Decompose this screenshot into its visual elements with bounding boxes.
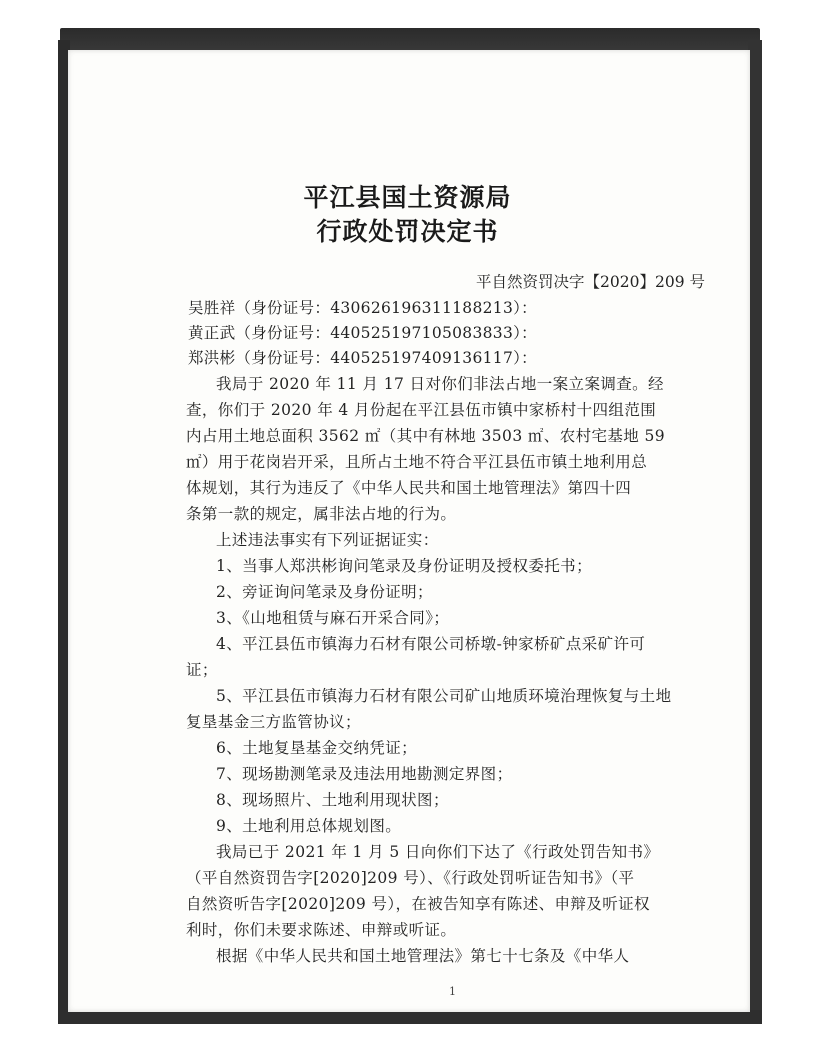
body-line: 体规划，其行为违反了《中华人民共和国土地管理法》第四十四 — [186, 479, 632, 497]
body-line: 利时，你们未要求陈述、申辩或听证。 — [186, 921, 457, 939]
evidence-item: 9、土地利用总体规划图。 — [216, 817, 402, 835]
party-line: 郑洪彬（身份证号：440525197409136117）： — [188, 349, 537, 367]
body-line: 自然资听告字[2020]209 号），在被告知享有陈述、申辩及听证权 — [186, 895, 650, 913]
evidence-item: 7、现场勘测笔录及违法用地勘测定界图； — [216, 765, 513, 783]
party-line: 吴胜祥（身份证号：430626196311188213）： — [188, 299, 537, 317]
body-line: 条第一款的规定，属非法占地的行为。 — [186, 505, 457, 523]
body-line: ㎡）用于花岗岩开采，且所占土地不符合平江县伍市镇土地利用总 — [186, 453, 648, 471]
party-line: 黄正武（身份证号：440525197105083833）： — [188, 324, 537, 342]
evidence-item: 6、土地复垦基金交纳凭证； — [216, 739, 418, 757]
evidence-item: 5、平江县伍市镇海力石材有限公司矿山地质环境治理恢复与土地 — [216, 687, 672, 705]
evidence-item-cont: 证； — [186, 661, 218, 679]
evidence-item: 4、平江县伍市镇海力石材有限公司桥墩-钟家桥矿点采矿许可 — [216, 635, 646, 653]
scanner-edge-bottom — [58, 1010, 762, 1024]
document-title-line1: 平江县国土资源局 — [303, 183, 512, 212]
body-line: 我局已于 2021 年 1 月 5 日向你们下达了《行政处罚告知书》 — [216, 843, 660, 861]
evidence-item-cont: 复垦基金三方监管协议； — [186, 713, 361, 731]
body-line: 查，你们于 2020 年 4 月份起在平江县伍市镇中家桥村十四组范围 — [186, 401, 657, 419]
body-line: 上述违法事实有下列证据证实： — [216, 531, 439, 549]
body-line: 我局于 2020 年 11 月 17 日对你们非法占地一案立案调查。经 — [216, 375, 664, 393]
body-line: 根据《中华人民共和国土地管理法》第七十七条及《中华人 — [216, 947, 630, 965]
evidence-item: 2、旁证询问笔录及身份证明； — [216, 583, 433, 601]
evidence-item: 8、现场照片、土地利用现状图； — [216, 791, 449, 809]
evidence-item: 3、《山地租赁与麻石开采合同》； — [216, 609, 450, 627]
page-number: 1 — [449, 985, 456, 998]
body-line: （平自然资罚告字[2020]209 号）、《行政处罚听证告知书》（平 — [186, 869, 635, 887]
document-number: 平自然资罚决字【2020】209 号 — [476, 273, 705, 291]
document-title-line2: 行政处罚决定书 — [316, 217, 499, 246]
evidence-item: 1、当事人郑洪彬询问笔录及身份证明及授权委托书； — [216, 557, 592, 575]
body-line: 内占用土地总面积 3562 ㎡（其中有林地 3503 ㎡、农村宅基地 59 — [186, 427, 666, 445]
